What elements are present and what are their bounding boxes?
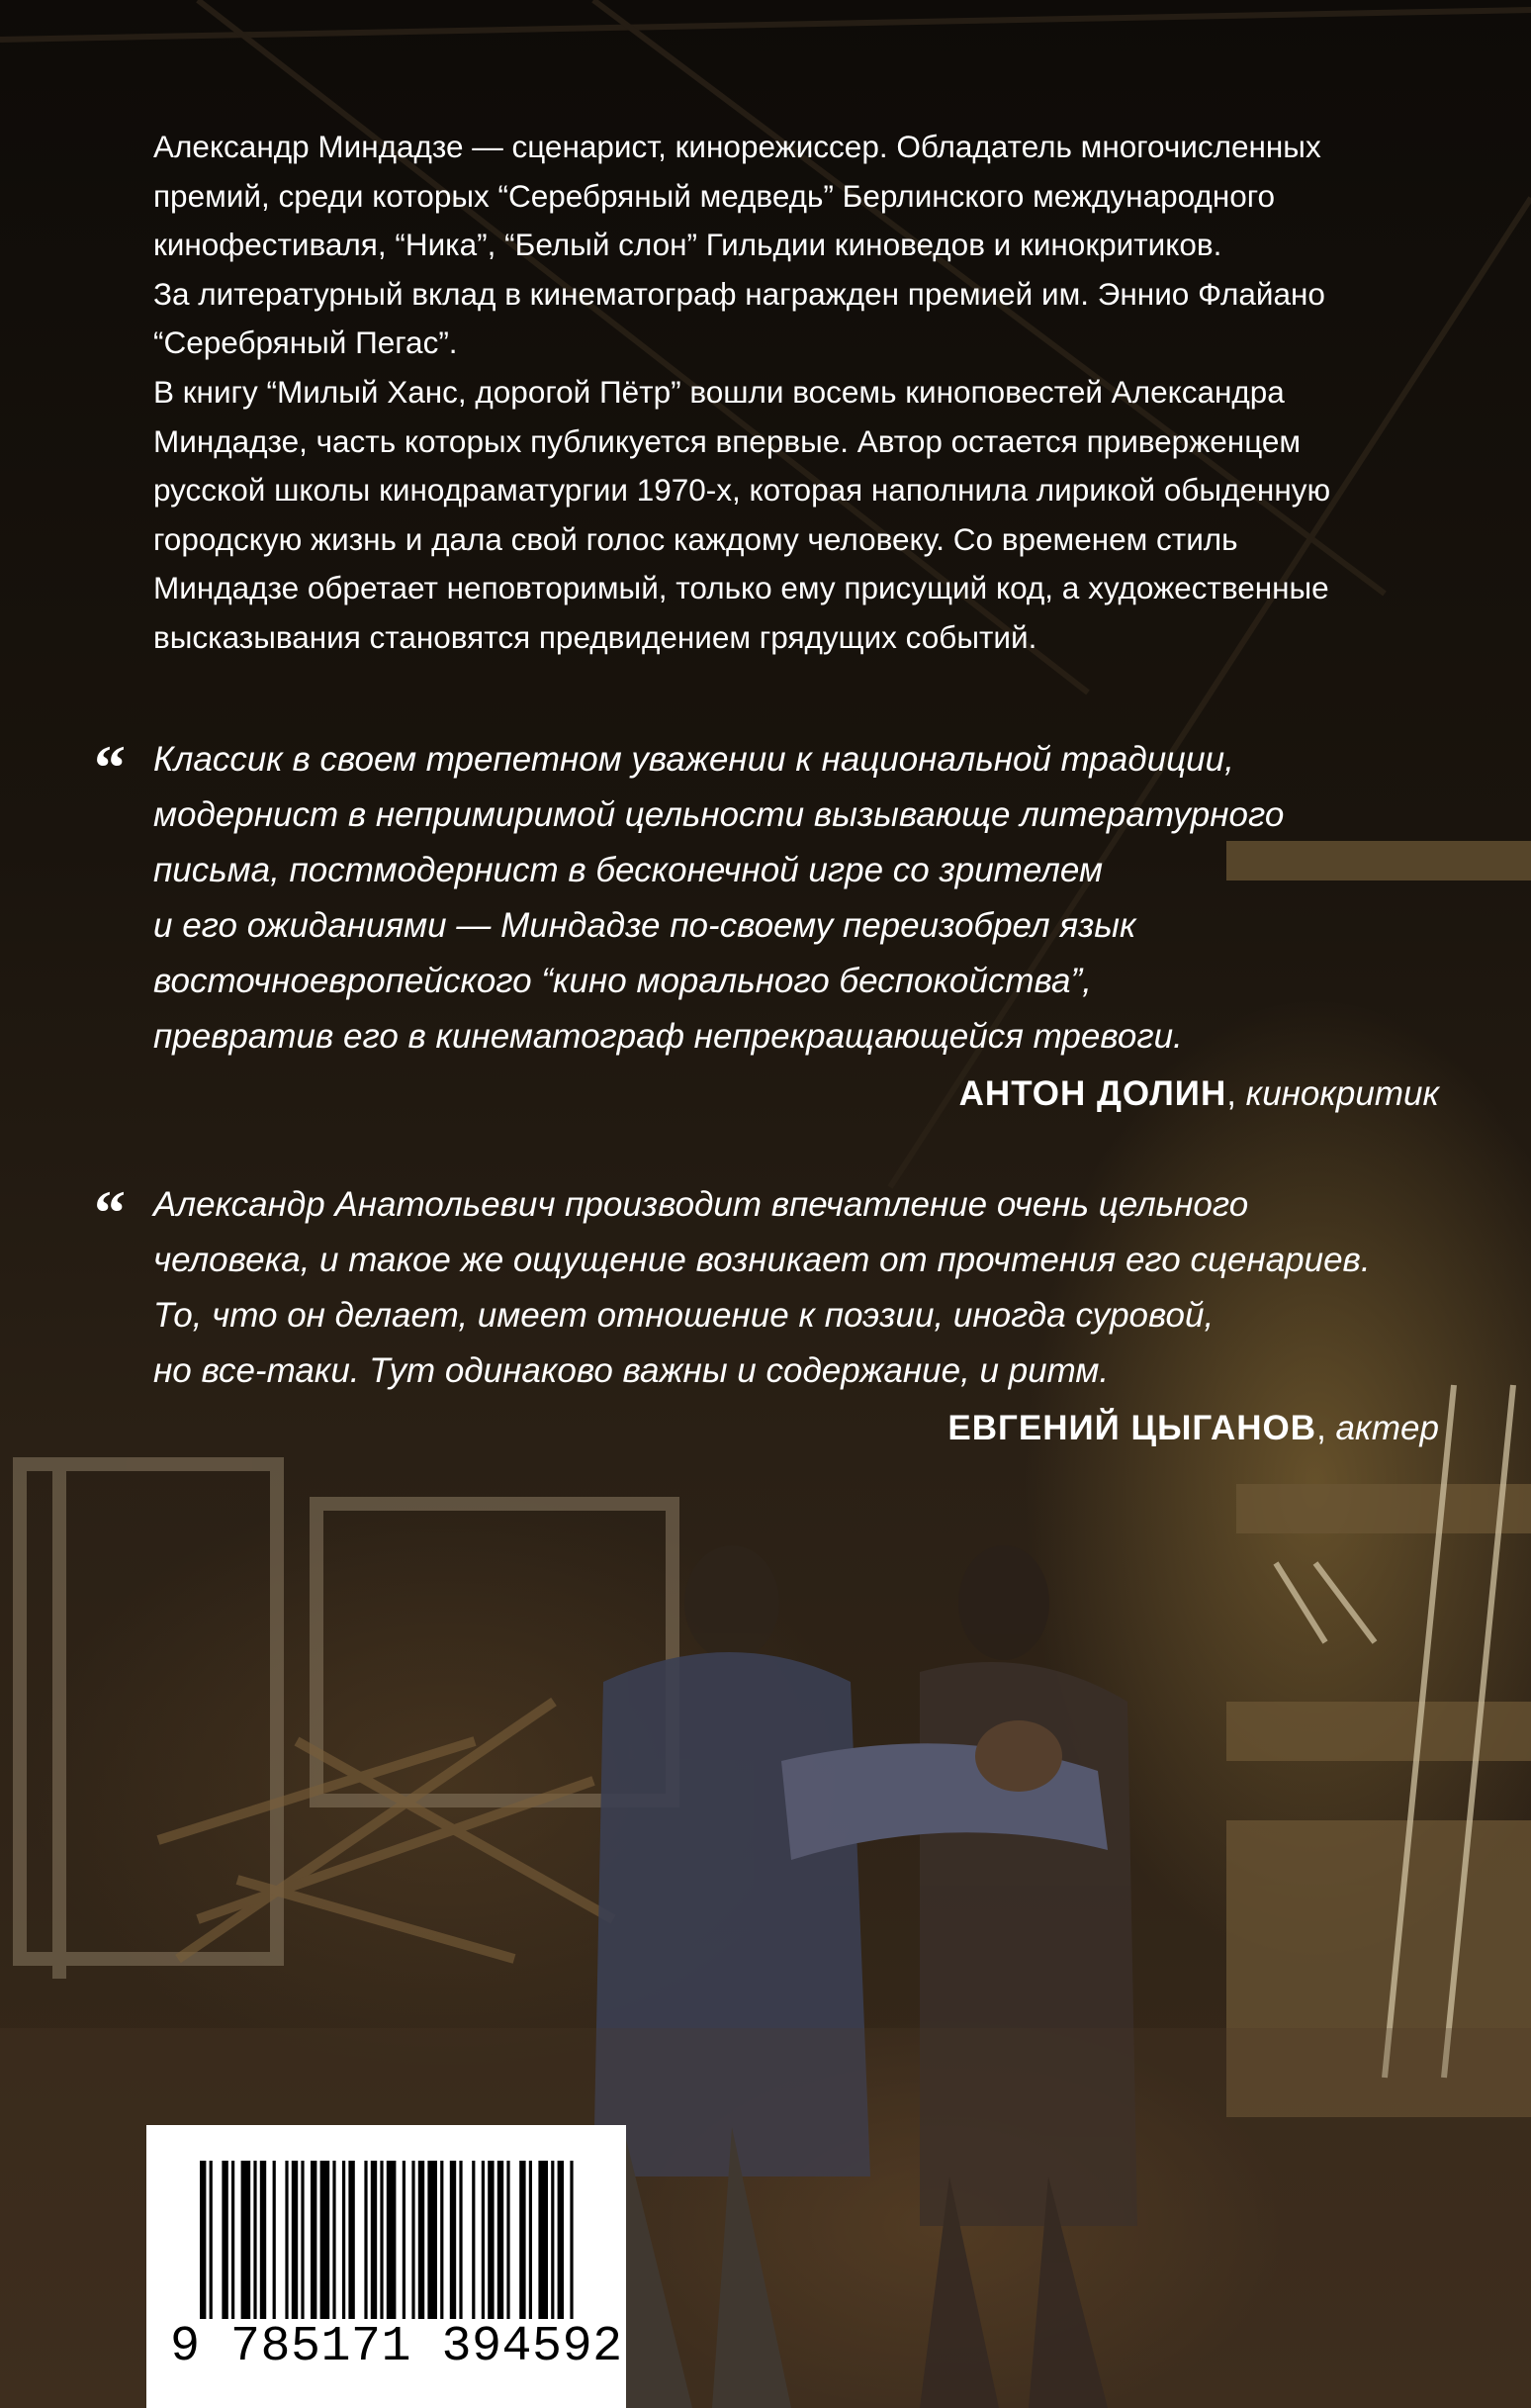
barcode-bar [482,2161,485,2319]
barcode-bar [472,2161,475,2319]
barcode-bar [459,2161,462,2319]
barcode-bar [380,2161,383,2319]
barcode-bar [450,2161,456,2319]
bio-line: премий, среди которых “Серебряный медведь” Берлинского международного [153,177,1276,214]
quote-author-role: кинокритик [1245,1074,1439,1113]
barcode-bar [301,2161,304,2319]
barcode-icon [200,2161,576,2319]
isbn-digits: 9 785171 394592 [170,2319,623,2375]
bio-line: “Серебряный Пегас”. [153,324,458,361]
bio-line: В книгу “Милый Ханс, дорогой Пётр” вошли восемь киноповестей Александра [153,373,1285,410]
bio-paragraph-awards [153,123,1429,368]
quote-mark-icon: “ [94,1177,126,1248]
bio-line: высказывания становятся предвидением грядущих событий. [153,618,1037,655]
barcode-bar [285,2161,288,2319]
bio-line: русской школы кинодраматургии 1970-х, которая наполнила лирикой обыденную [153,472,1331,509]
bio-line: Миндадзе обретает неповторимый, только ему присущий код, а художественные [153,570,1329,606]
bio-line: Александр Миндадзе — сценарист, кинорежиссер. Обладатель многочисленных [153,129,1321,164]
quote-text [153,1177,1439,1399]
barcode-bar [222,2161,227,2319]
quote-mark-icon: “ [94,732,126,802]
barcode-bar [371,2161,377,2319]
barcode-bar [292,2161,298,2319]
barcode-bar [253,2161,256,2319]
quote-text [153,732,1439,1065]
quote-tsyganov [94,1177,1439,1456]
barcode-bar [440,2161,443,2319]
quote-dolin [94,732,1439,1122]
author-bio [153,123,1429,663]
barcode-bar [273,2161,276,2319]
quote-line: восточноевропейского “кино морального беспокойства”, [153,962,1092,1000]
bio-line: городскую жизнь и дала свой голос каждому человеку. Со временем стиль [153,520,1238,557]
bio-line: Миндадзе, часть которых публикуется впервые. Автор остается приверженцем [153,422,1302,459]
barcode-bar [427,2161,437,2319]
quote-line: превратив его в кинематограф непрекращающейся тревоги. [153,1017,1183,1056]
barcode-bar [387,2161,397,2319]
quote-line: Классик в своем трепетном уважении к национальной традиции, [153,740,1234,779]
barcode-bar [488,2161,494,2319]
quote-line: но все-таки. Тут одинаково важны и содержание, и ритм. [153,1351,1110,1390]
barcode-bar [241,2161,251,2319]
attribution-separator: , [1316,1409,1336,1447]
quote-line: человека, и такое же ощущение возникает от прочтения его сценариев. [153,1241,1371,1279]
barcode-panel [146,2125,626,2408]
barcode-bar [551,2161,554,2319]
quote-attribution [94,1401,1439,1456]
barcode-bar [231,2161,234,2319]
barcode-bar [348,2161,354,2319]
quote-line: письма, постмодернист в бесконечной игре со зрителем [153,851,1103,889]
barcode-bar [332,2161,335,2319]
quote-line: модернист в непримиримой цельности вызывающе литературного [153,795,1285,834]
barcode-bar [506,2161,509,2319]
barcode-bar [558,2161,564,2319]
barcode-bar [342,2161,345,2319]
quote-author: АНТОН ДОЛИН [958,1074,1227,1113]
barcode-bar [519,2161,525,2319]
quote-attribution [94,1066,1439,1122]
bio-line: кинофестиваля, “Ника”, “Белый слон” Гильдии киноведов и кинокритиков. [153,227,1222,263]
barcode-bar [320,2161,330,2319]
quote-line: То, что он делает, имеет отношение к поэзии, иногда суровой, [153,1296,1215,1335]
barcode-bar [200,2161,206,2319]
barcode-bar [364,2161,367,2319]
bio-line: За литературный вклад в кинематограф награжден премией им. Эннио Флайано [153,275,1325,312]
barcode-bar [210,2161,213,2319]
barcode-bar [570,2161,573,2319]
barcode-bar [529,2161,532,2319]
bio-paragraph-book [153,368,1429,663]
barcode-bar [311,2161,316,2319]
barcode-bar [403,2161,405,2319]
barcode-bar [497,2161,503,2319]
barcode-bar [538,2161,548,2319]
barcode-bar [418,2161,424,2319]
quote-author-role: актер [1335,1409,1439,1447]
barcode-bar [260,2161,266,2319]
barcode-bar [411,2161,414,2319]
quote-line: и его ожиданиями — Миндадзе по-своему переизобрел язык [153,906,1136,945]
quote-author: ЕВГЕНИЙ ЦЫГАНОВ [947,1409,1317,1447]
quote-line: Александр Анатольевич производит впечатление очень цельного [153,1185,1249,1224]
attribution-separator: , [1226,1074,1246,1113]
